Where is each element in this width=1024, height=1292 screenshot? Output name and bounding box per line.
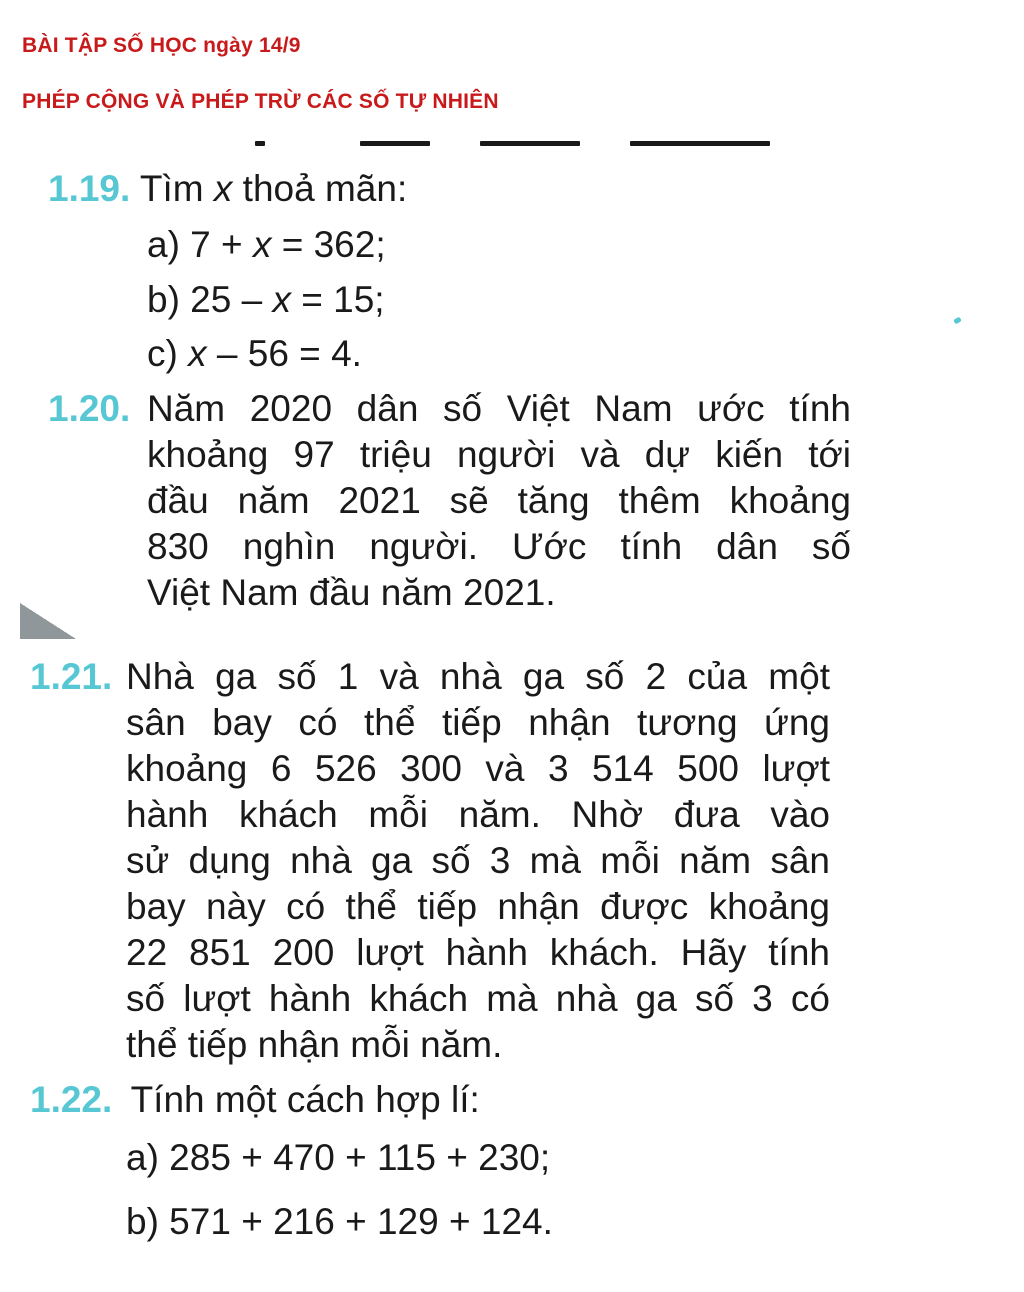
exercise-number: 1.19. (48, 168, 131, 209)
exercise-number: 1.22. (30, 1079, 113, 1120)
paragraph-line: sân bay có thể tiếp nhận tương ứng (126, 702, 830, 743)
paragraph-line: bay này có thể tiếp nhận được khoảng (126, 886, 830, 927)
paragraph-line: số lượt hành khách mà nhà ga số 3 có (126, 978, 830, 1019)
exercise-number: 1.20. (48, 388, 131, 429)
decorative-triangle (20, 603, 76, 639)
paragraph-line: Năm 2020 dân số Việt Nam ước tính (147, 388, 851, 429)
exercise-prompt: Tìm x thoả mãn: (139, 168, 408, 209)
clipped-text-remnant (255, 141, 775, 151)
exercise-prompt: Tính một cách hợp lí: (130, 1079, 480, 1120)
question-b: b) 25 – x = 15; (147, 279, 385, 320)
paragraph-line: hành khách mỗi năm. Nhờ đưa vào (126, 794, 830, 835)
exercise-number: 1.21. (30, 656, 113, 697)
worksheet-subtitle: PHÉP CỘNG VÀ PHÉP TRỪ CÁC SỐ TỰ NHIÊN (22, 90, 499, 113)
decorative-speck (953, 317, 962, 325)
paragraph-line: thể tiếp nhận mỗi năm. (126, 1024, 503, 1065)
exercise-paragraph (147, 386, 851, 616)
question-c: c) x – 56 = 4. (147, 333, 362, 374)
worksheet-title: BÀI TẬP SỐ HỌC ngày 14/9 (22, 34, 301, 57)
paragraph-line: Việt Nam đầu năm 2021. (147, 572, 556, 613)
exercise-paragraph (126, 654, 830, 1068)
paragraph-line: khoảng 6 526 300 và 3 514 500 lượt (126, 748, 830, 789)
question-a: a) 7 + x = 362; (147, 224, 386, 265)
paragraph-line: Nhà ga số 1 và nhà ga số 2 của một (126, 656, 830, 697)
paragraph-line: đầu năm 2021 sẽ tăng thêm khoảng (147, 480, 851, 521)
paragraph-line: 830 nghìn người. Ước tính dân số (147, 526, 851, 567)
paragraph-line: sử dụng nhà ga số 3 mà mỗi năm sân (126, 840, 830, 881)
question-b: b) 571 + 216 + 129 + 124. (126, 1201, 553, 1242)
paragraph-line: khoảng 97 triệu người và dự kiến tới (147, 434, 851, 475)
question-a: a) 285 + 470 + 115 + 230; (126, 1137, 551, 1178)
paragraph-line: 22 851 200 lượt hành khách. Hãy tính (126, 932, 830, 973)
